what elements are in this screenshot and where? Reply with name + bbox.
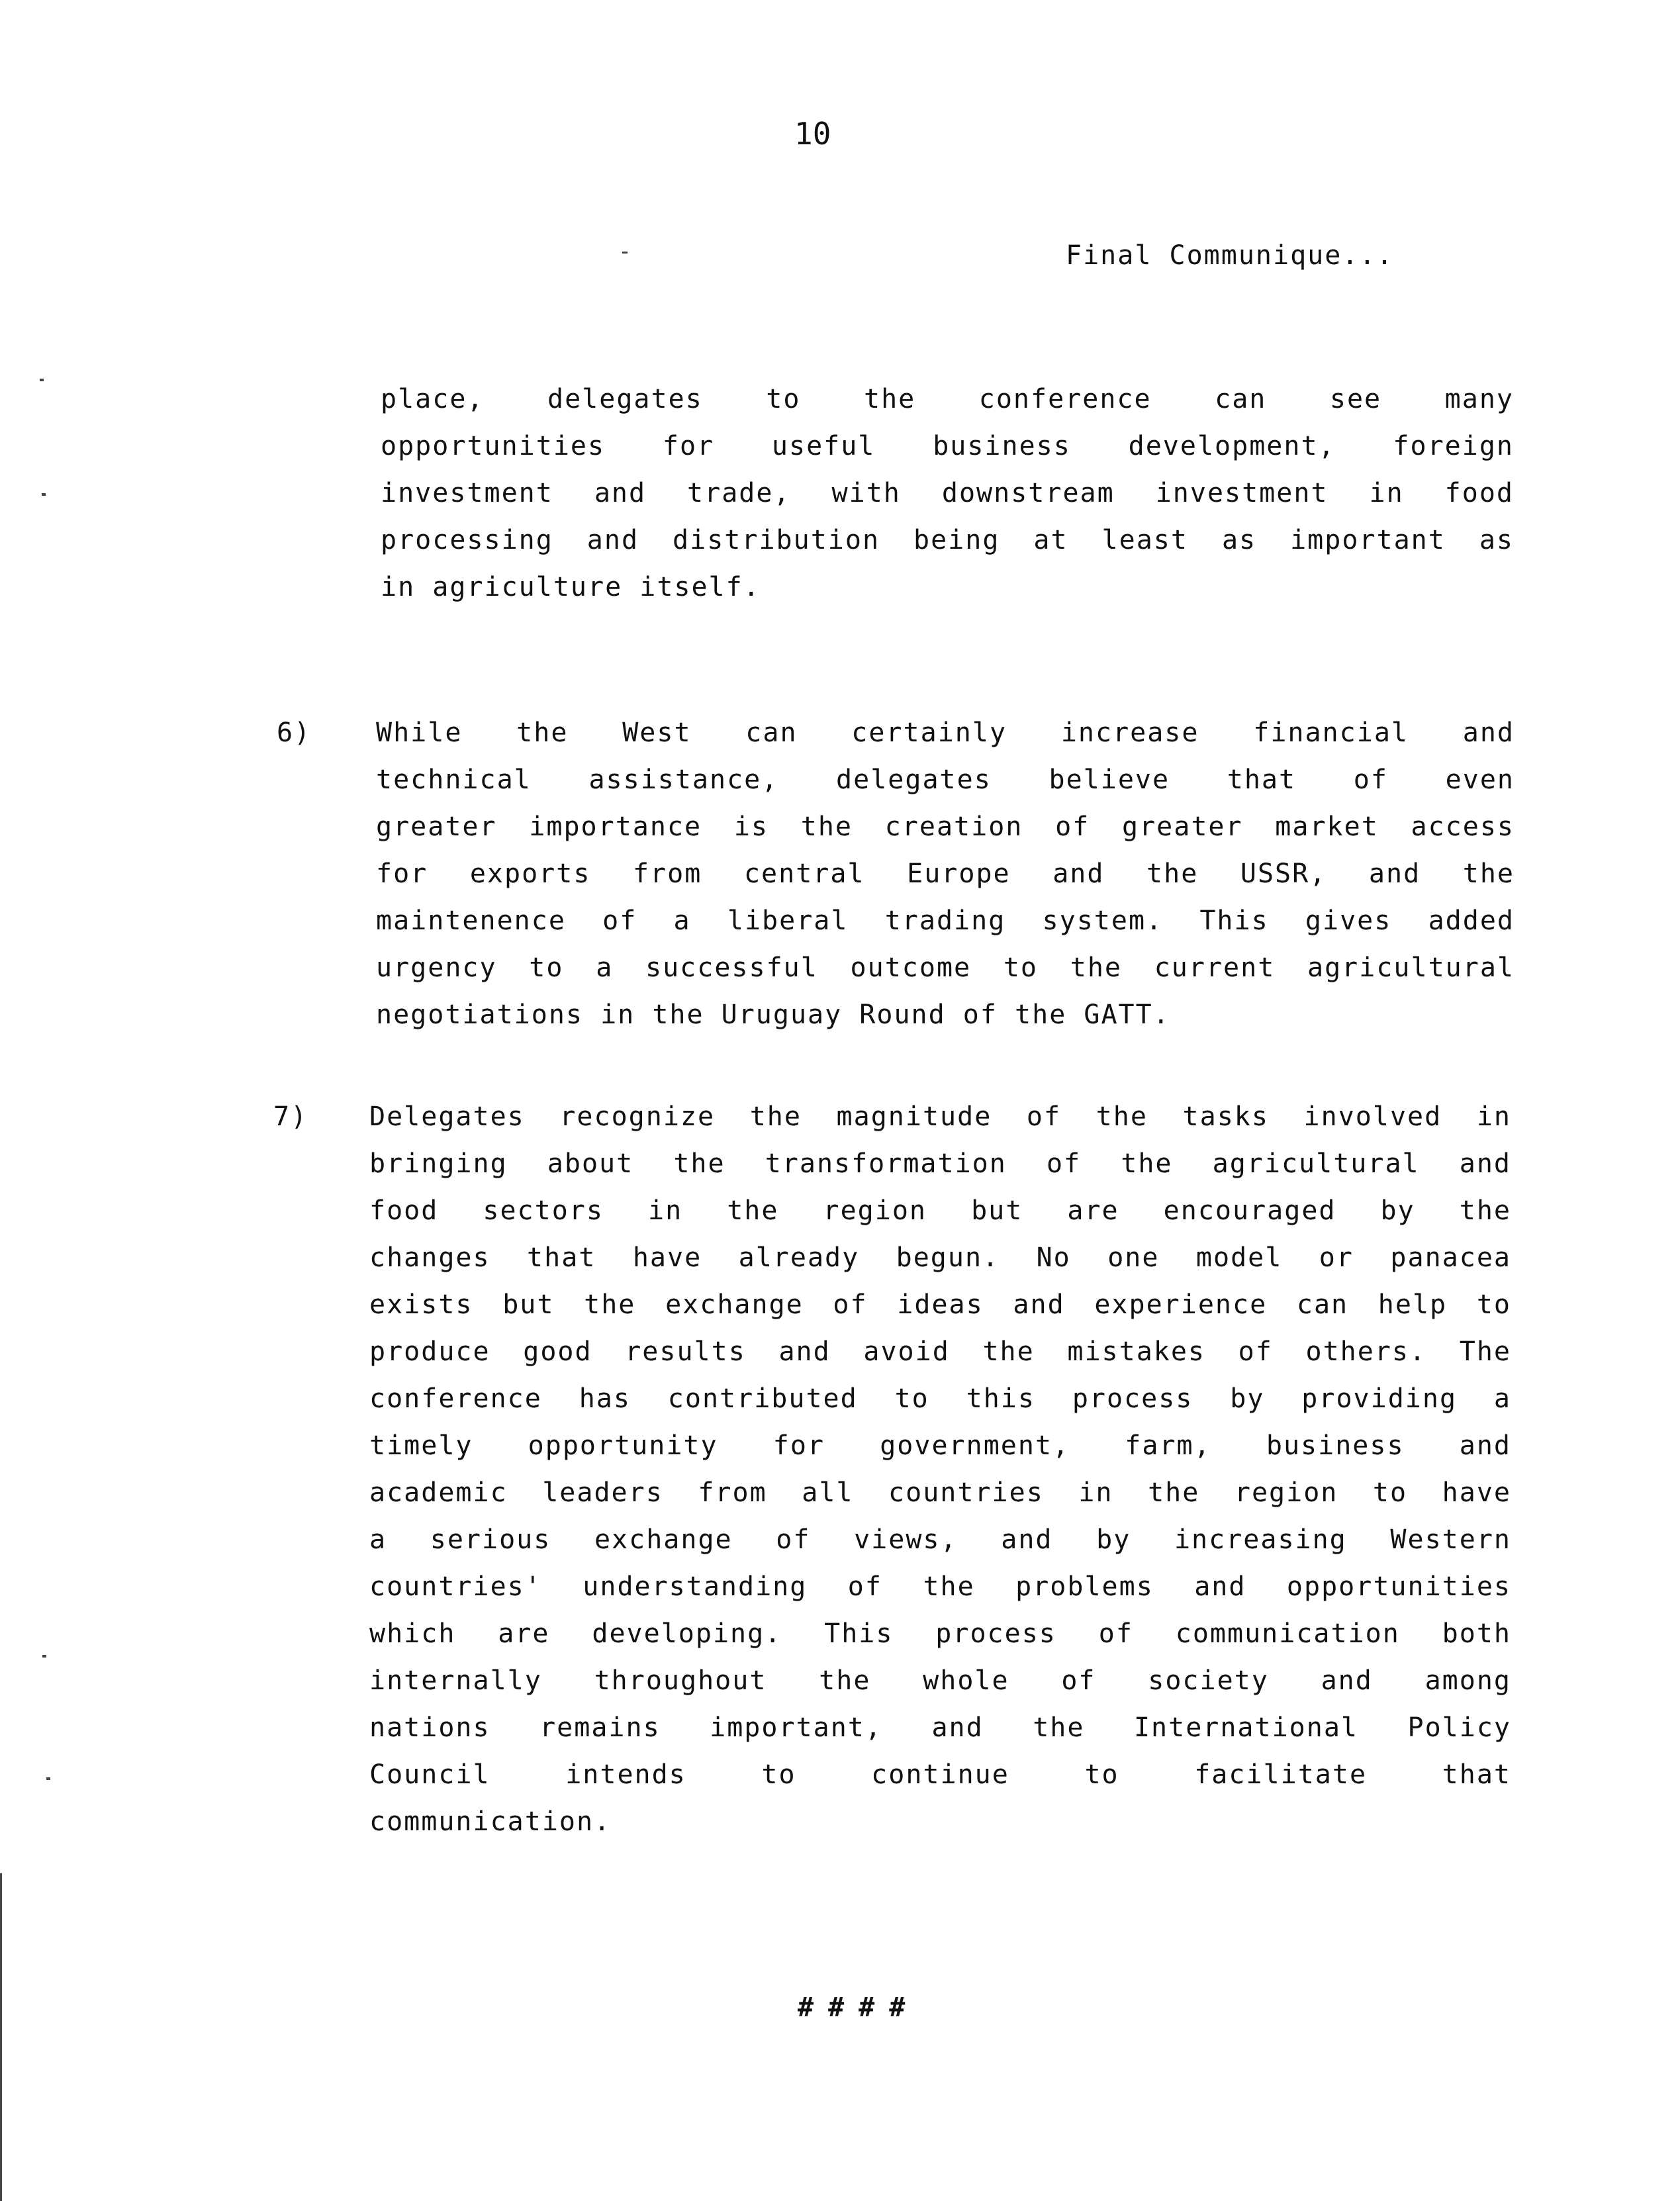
paragraph-line: communication. [369,1806,612,1837]
scan-speck [42,493,46,496]
paragraph-line: for exports from central Europe and the USSR, and the [376,859,1515,889]
item-6-paragraph [376,710,1515,1039]
paragraph-line: processing and distribution being at least as important as [381,525,1514,555]
scan-speck [42,1655,46,1658]
scan-speck [46,1777,50,1780]
paragraph-line: technical assistance, delegates believe that of even [376,765,1515,795]
scan-margin-line [0,1873,2,2201]
paragraph-line: changes that have already begun. No one model or panacea [369,1242,1511,1273]
paragraph-line: maintenence of a liberal trading system. This gives added [376,906,1515,936]
page-number: 10 [794,116,831,152]
item-7-paragraph [369,1094,1511,1846]
paragraph-line: countries' understanding of the problems and opportunities [369,1571,1511,1602]
end-mark: #### [798,1992,920,2023]
paragraph-line: conference has contributed to this process by providing a [369,1383,1511,1414]
paragraph-line: greater importance is the creation of greater market access [376,812,1515,842]
item-7-number: 7) [273,1101,308,1132]
paragraph-line: While the West can certainly increase financial and [376,718,1515,748]
paragraph-line: Council intends to continue to facilitate that [369,1759,1511,1790]
paragraph-line: timely opportunity for government, farm, business and [369,1430,1511,1461]
paragraph-line: food sectors in the region but are encouraged by the [369,1195,1511,1226]
scan-speck [40,379,44,381]
paragraph-line: a serious exchange of views, and by increasing Western [369,1524,1511,1555]
paragraph-line: urgency to a successful outcome to the current agricultural [376,953,1515,983]
continuation-paragraph [381,376,1514,611]
running-header: Final Communique... [1066,240,1394,271]
paragraph-line: internally throughout the whole of society and among [369,1665,1511,1696]
paragraph-line: bringing about the transformation of the agricultural and [369,1148,1511,1179]
paragraph-line: place, delegates to the conference can see many [381,384,1514,414]
paragraph-line: nations remains important, and the International Policy [369,1712,1511,1743]
item-6-number: 6) [277,718,312,748]
scan-speck [622,252,628,254]
paragraph-line: Delegates recognize the magnitude of the tasks involved in [369,1101,1511,1132]
paragraph-line: opportunities for useful business development, foreign [381,431,1514,461]
paragraph-line: investment and trade, with downstream investment in food [381,478,1514,508]
paragraph-line: academic leaders from all countries in the region to have [369,1477,1511,1508]
paragraph-line: negotiations in the Uruguay Round of the GATT. [376,1000,1170,1030]
paragraph-line: which are developing. This process of communication both [369,1618,1511,1649]
paragraph-line: produce good results and avoid the mistakes of others. The [369,1336,1511,1367]
paragraph-line: in agriculture itself. [381,572,761,602]
paragraph-line: exists but the exchange of ideas and experience can help to [369,1289,1511,1320]
